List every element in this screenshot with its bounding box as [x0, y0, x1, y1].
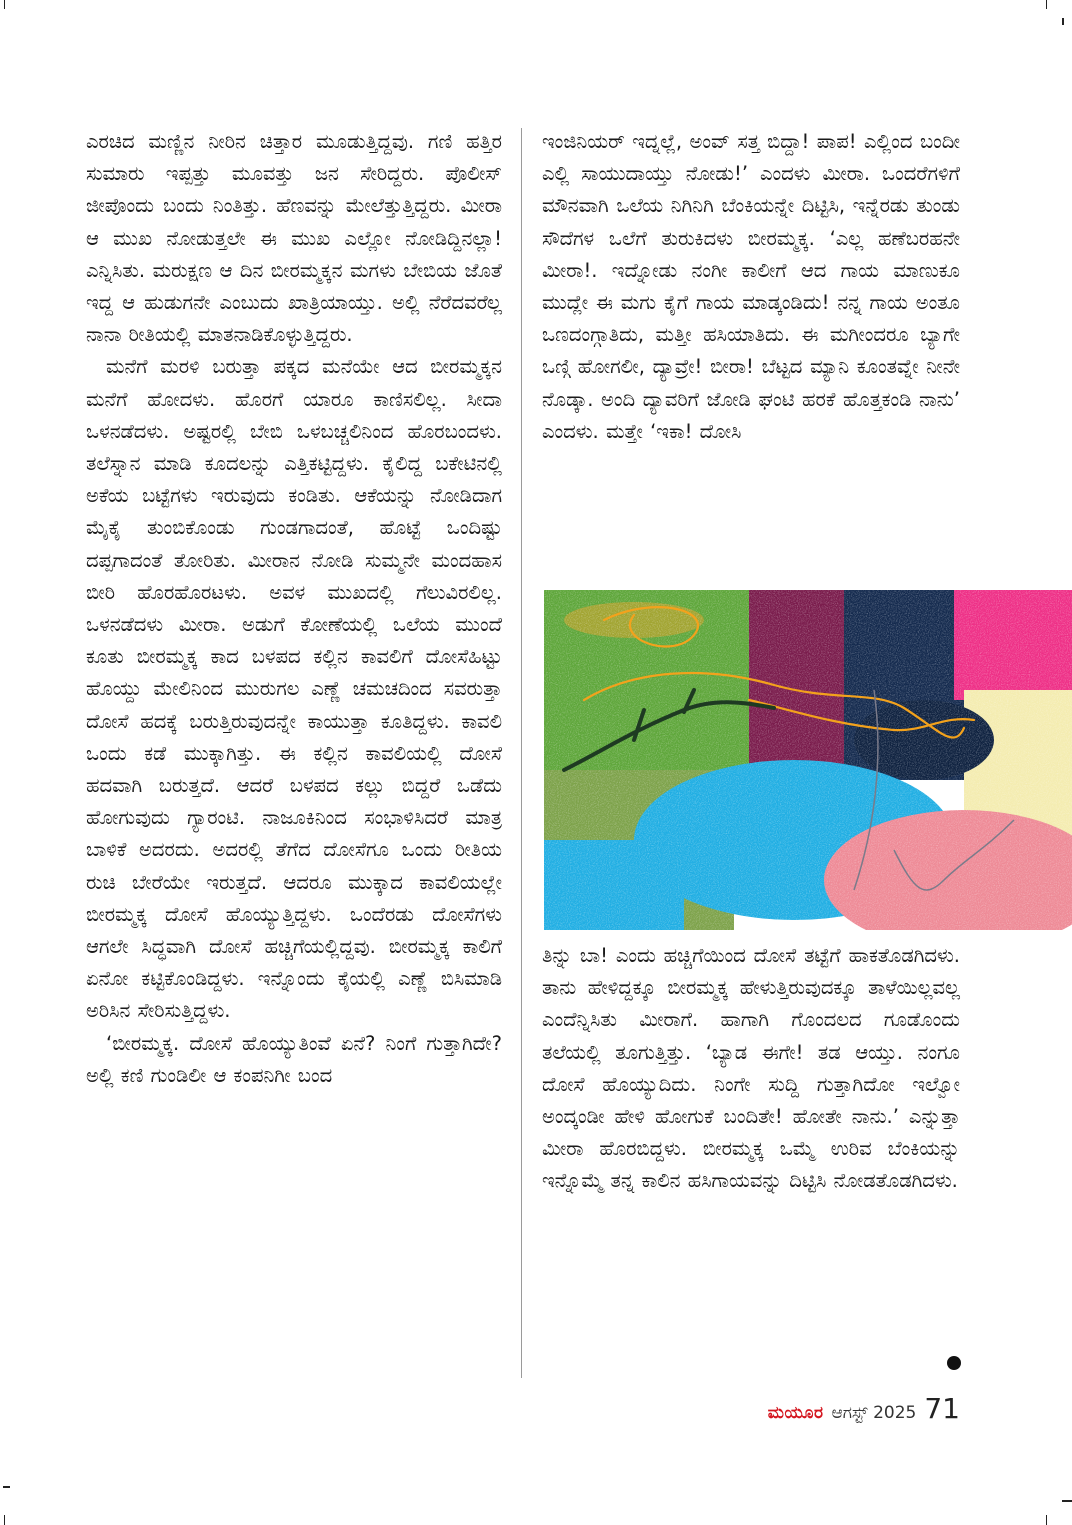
article-paragraph: ಎರಚಿದ ಮಣ್ಣಿನ ನೀರಿನ ಚಿತ್ತಾರ ಮೂಡುತ್ತಿದ್ದವು. ಗಣಿ ಹತ್ತಿರ ಸುಮಾರು ಇಪ್ಪತ್ತು ಮೂವತ್ತು ಜನ ಸೇರಿದ್ದರು. ಪೊಲೀಸ್ ಜೀಪೊಂದು ಬಂದು ನಿಂತಿತ್ತು. ಹೆಣವನ್ನು ಮೇಲೆತ್ತುತ್ತಿದ್ದರು. ಮೀರಾ ಆ ಮುಖ ನೋಡುತ್ತಲೇ ಈ ಮುಖ ಎಲ್ಲೋ ನೋಡಿದ್ದಿನಲ್ಲಾ! ಎನ್ನಿಸಿತು. ಮರುಕ್ಷಣ ಆ ದಿನ ಬೀರಮ್ಮಕ್ಕನ ಮಗಳು ಬೇಬಿಯ ಜೊತೆ ಇದ್ದ ಆ ಹುಡುಗನೇ ಎಂಬುದು ಖಾತ್ರಿಯಾಯ್ತು. ಅಲ್ಲಿ ನೆರೆದವರೆಲ್ಲ ನಾನಾ ರೀತಿಯಲ್ಲಿ ಮಾತನಾಡಿಕೊಳ್ಳುತ್ತಿದ್ದರು. [86, 130, 502, 347]
crop-mark-bottom-left [4, 1515, 5, 1525]
crop-mark-left-mid [3, 1486, 10, 1488]
article-paragraph: ಇಂಜಿನಿಯರ್ ಇದ್ನಲ್ಲೆ, ಅಂವ್ ಸತ್ತ ಬಿದ್ದಾ! ಪಾಪ! ಎಲ್ಲಿಂದ ಬಂದೀ ಎಲ್ಲಿ ಸಾಯುದಾಯ್ತು ನೋಡು!’ ಎಂದಳು ಮೀರಾ. ಒಂದರೆಗಳಿಗೆ ಮೌನವಾಗಿ ಒಲೆಯ ನಿಗಿನಿಗಿ ಬೆಂಕಿಯನ್ನೇ ದಿಟ್ಟಿಸಿ, ಇನ್ನೆರಡು ತುಂಡು ಸೌದೆಗಳ ಒಲೆಗೆ ತುರುಕಿದಳು ಬೀರಮ್ಮಕ್ಕ. ‘ಎಲ್ಲ ಹಣೆಬರಹನೇ ಮೀರಾ!. ಇದ್ನೋಡು ನಂಗೀ ಕಾಲೀಗೆ ಆದ ಗಾಯ ಮಾಣುಕೂ ಮುದ್ಲೇ ಈ ಮಗು ಕೈಗೆ ಗಾಯ ಮಾಡ್ಕಂಡಿದು! ನನ್ನ ಗಾಯ ಅಂತೂ ಒಣದಂಗ್ಗಾತಿದು, ಮತ್ತೀ ಹಸಿಯಾತಿದು. ಈ ಮಗೀಂದರೂ ಬ್ಯಾಗೇ ಒಣ್ಗಿ ಹೋಗಲೀ, ದ್ಯಾವ್ರೇ! ಬೀರಾ! ಬೆಟ್ಟದ ಮ್ಯಾನಿ ಕೂಂತವ್ನೇ ನೀನೇ ನೊಡ್ಕಾ. ಅಂದಿ ದ್ಯಾವರಿಗೆ ಜೋಡಿ ಘಂಟಿ ಹರಕೆ ಹೊತ್ತಕಂಡಿ ನಾನು’ ಎಂದಳು. ಮತ್ತೇ ‘ಇಕಾ! ದೋಸಿ [542, 130, 960, 443]
article-paragraph: ‘ಬೀರಮ್ಮಕ್ಕ. ದೋಸೆ ಹೊಯ್ಯುತಿಂವೆ ಏನೆ? ನಿಂಗೆ ಗುತ್ತಾಗಿದೇ? ಅಲ್ಲಿ ಕಣಿ ಗುಂಡಿಲೀ ಆ ಕಂಪನಿಗೀ ಬಂದ [86, 1031, 502, 1087]
crop-mark-bottom-right-2 [1046, 1515, 1047, 1525]
article-left-column [86, 126, 502, 1092]
page-footer [768, 1392, 960, 1428]
magazine-name: ಮಯೂರ [767, 1403, 824, 1423]
crop-mark-top-right [1046, 0, 1047, 9]
article-right-column-top [542, 126, 960, 448]
column-divider [521, 128, 522, 1378]
crop-mark-right-mid [1062, 18, 1064, 25]
crop-mark-bottom-right [1062, 1500, 1072, 1502]
article-paragraph: ತಿನ್ನು ಬಾ! ಎಂದು ಹಚ್ಚಿಗೆಯಿಂದ ದೋಸೆ ತಟ್ಟೆಗೆ ಹಾಕತೊಡಗಿದಳು. ತಾನು ಹೇಳಿದ್ದಕ್ಕೂ ಬೀರಮ್ಮಕ್ಕ ಹೇಳುತ್ತಿರುವುದಕ್ಕೂ ತಾಳೆಯಿಲ್ಲವಲ್ಲ ಎಂದೆನ್ನಿಸಿತು ಮೀರಾಗೆ. ಹಾಗಾಗಿ ಗೊಂದಲದ ಗೂಡೊಂದು ತಲೆಯಲ್ಲಿ ತೂಗುತ್ತಿತ್ತು. ‘ಬ್ಯಾಡ ಈಗೇ! ತಡ ಆಯ್ತು. ನಂಗೂ ದೋಸೆ ಹೊಯ್ಯುದಿದು. ನಿಂಗೇ ಸುದ್ದಿ ಗುತ್ತಾಗಿದೋ ಇಲ್ವೋ ಅಂದ್ಕಂಡೀ ಹೇಳಿ ಹೋಗುಕೆ ಬಂದಿತೇ! ಹೋತೇ ನಾನು.’ ಎನ್ನುತ್ತಾ ಮೀರಾ ಹೊರಬಿದ್ದಳು. ಬೀರಮ್ಮಕ್ಕ ಒಮ್ಮೆ ಉರಿವ ಬೆಂಕಿಯನ್ನು ಇನ್ನೊಮ್ಮೆ ತನ್ನ ಕಾಲಿನ ಹಸಿಗಾಯವನ್ನು ದಿಟ್ಟಿಸಿ ನೋಡತೊಡಗಿದಳು. [542, 944, 960, 1193]
crop-mark-top-left [4, 0, 5, 9]
page-number: 71 [924, 1392, 960, 1425]
article-paragraph: ಮನೆಗೆ ಮರಳಿ ಬರುತ್ತಾ ಪಕ್ಕದ ಮನೆಯೇ ಆದ ಬೀರಮ್ಮಕ್ಕನ ಮನೆಗೆ ಹೋದಳು. ಹೊರಗೆ ಯಾರೂ ಕಾಣಿಸಲಿಲ್ಲ. ಸೀದಾ ಒಳನಡೆದಳು. ಅಷ್ಟರಲ್ಲಿ ಬೇಬಿ ಒಳಬಚ್ಚಲಿನಿಂದ ಹೊರಬಂದಳು. ತಲೆಸ್ನಾನ ಮಾಡಿ ಕೂದಲನ್ನು ಎತ್ತಿಕಟ್ಟಿದ್ದಳು. ಕೈಲಿದ್ದ ಬಕೇಟಿನಲ್ಲಿ ಅಕೆಯ ಬಟ್ಟೆಗಳು ಇರುವುದು ಕಂಡಿತು. ಆಕೆಯನ್ನು ನೋಡಿದಾಗ ಮೈಕೈ ತುಂಬಿಕೊಂಡು ಗುಂಡಗಾದಂತೆ, ಹೊಟ್ಟೆ ಒಂದಿಷ್ಟು ದಪ್ಪಗಾದಂತೆ ತೋರಿತು. ಮೀರಾನ ನೋಡಿ ಸುಮ್ಮನೇ ಮಂದಹಾಸ ಬೀರಿ ಹೊರಹೊರಟಳು. ಅವಳ ಮುಖದಲ್ಲಿ ಗೆಲುವಿರಲಿಲ್ಲ. ಒಳನಡೆದಳು ಮೀರಾ. ಅಡುಗೆ ಕೋಣೆಯಲ್ಲಿ ಒಲೆಯ ಮುಂದೆ ಕೂತು ಬೀರಮ್ಮಕ್ಕ ಕಾದ ಬಳಪದ ಕಲ್ಲಿನ ಕಾವಲಿಗೆ ದೋಸೆಹಿಟ್ಟು ಹೊಯ್ದು ಮೇಲಿನಿಂದ ಮುರುಗಲ ಎಣ್ಣೆ ಚಮಚದಿಂದ ಸವರುತ್ತಾ ದೋಸೆ ಹದಕ್ಕೆ ಬರುತ್ತಿರುವುದನ್ನೇ ಕಾಯುತ್ತಾ ಕೂತಿದ್ದಳು. ಕಾವಲಿ ಒಂದು ಕಡೆ ಮುಕ್ಕಾಗಿತ್ತು. ಈ ಕಲ್ಲಿನ ಕಾವಲಿಯಲ್ಲಿ ದೋಸೆ ಹದವಾಗಿ ಬರುತ್ತದೆ. ಆದರೆ ಬಳಪದ ಕಲ್ಲು ಬಿದ್ದರೆ ಒಡೆದು ಹೋಗುವುದು ಗ್ಯಾರಂಟಿ. ನಾಜೂಕಿನಿಂದ ಸಂಭಾಳಿಸಿದರೆ ಮಾತ್ರ ಬಾಳಿಕೆ ಅದರದು. ಅದರಲ್ಲಿ ತೆಗೆದ ದೋಸೆಗೂ ಒಂದು ರೀತಿಯ ರುಚಿ ಬೇರೆಯೇ ಇರುತ್ತದೆ. ಆದರೂ ಮುಕ್ಕಾದ ಕಾವಲಿಯಲ್ಲೇ ಬೀರಮ್ಮಕ್ಕ ದೋಸೆ ಹೊಯ್ಯುತ್ತಿದ್ದಳು. ಒಂದೆರಡು ದೋಸೆಗಳು ಆಗಲೇ ಸಿದ್ಧವಾಗಿ ದೋಸೆ ಹಚ್ಚಿಗೆಯಲ್ಲಿದ್ದವು. ಬೀರಮ್ಮಕ್ಕ ಕಾಲಿಗೆ ಏನೋ ಕಟ್ಟಿಕೊಂಡಿದ್ದಳು. ಇನ್ನೊಂದು ಕೈಯಲ್ಲಿ ಎಣ್ಣೆ ಬಿಸಿಮಾಡಿ ಅರಿಸಿನ ಸೇರಿಸುತ್ತಿದ್ದಳು. [86, 355, 502, 1023]
abstract-painting-illustration [544, 590, 1072, 930]
abstract-painting-svg [544, 590, 1072, 930]
article-right-column-bottom [542, 940, 960, 1198]
story-end-bullet-icon [947, 1356, 961, 1370]
issue-date: ಆಗಸ್ಟ್ 2025 [831, 1403, 917, 1423]
